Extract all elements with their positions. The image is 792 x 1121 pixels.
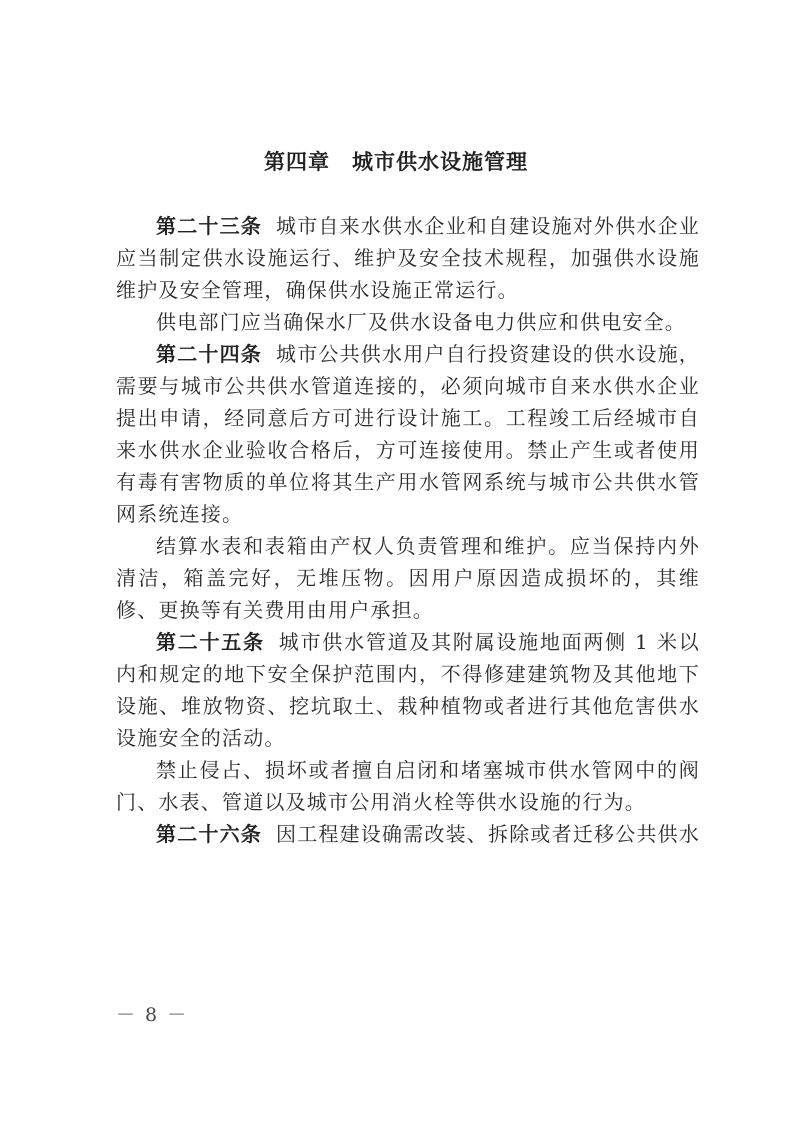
paragraph	[116, 818, 700, 850]
paragraph-text: 禁止侵占、损坏或者擅自启闭和堵塞城市供水管网中的阀门、水表、管道以及城市公用消火栓等供水设施的行为。	[116, 758, 700, 814]
paragraph	[116, 338, 700, 530]
paragraph	[116, 754, 700, 818]
body-text	[116, 210, 700, 850]
paragraph-text: 城市自来水供水企业和自建设施对外供水企业应当制定供水设施运行、维护及安全技术规程，加强供水设施维护及安全管理，确保供水设施正常运行。	[116, 214, 700, 302]
article-number: 第二十三条	[156, 214, 262, 238]
paragraph-text: 因工程建设确需改装、拆除或者迁移公共供水	[276, 822, 700, 846]
paragraph-text: 城市供水管道及其附属设施地面两侧 1 米以内和规定的地下安全保护范围内，不得修建建筑物及其他地下设施、堆放物资、挖坑取土、栽种植物或者进行其他危害供水设施安全的活动。	[116, 630, 701, 750]
article-number: 第二十四条	[156, 342, 262, 366]
paragraph-text: 结算水表和表箱由产权人负责管理和维护。应当保持内外清洁，箱盖完好，无堆压物。因用户原因造成损坏的，其维修、更换等有关费用由用户承担。	[116, 534, 700, 622]
paragraph	[116, 530, 700, 626]
article-number: 第二十六条	[156, 822, 262, 846]
article-number: 第二十五条	[156, 630, 265, 654]
paragraph-text: 城市公共供水用户自行投资建设的供水设施，需要与城市公共供水管道连接的，必须向城市自来水供水企业提出申请，经同意后方可进行设计施工。工程竣工后经城市自来水供水企业验收合格后，方可连接使用。禁止产生或者使用有毒有害物质的单位将其生产用水管网系统与城市公共供水管网系统连接。	[116, 342, 700, 526]
paragraph	[116, 210, 700, 306]
chapter-title: 第四章 城市供水设施管理	[264, 150, 528, 174]
paragraph	[116, 626, 700, 754]
paragraph-text: 供电部门应当确保水厂及供水设备电力供应和供电安全。	[156, 310, 686, 334]
paragraph	[116, 306, 700, 338]
page-number: － 8 －	[116, 1004, 189, 1026]
